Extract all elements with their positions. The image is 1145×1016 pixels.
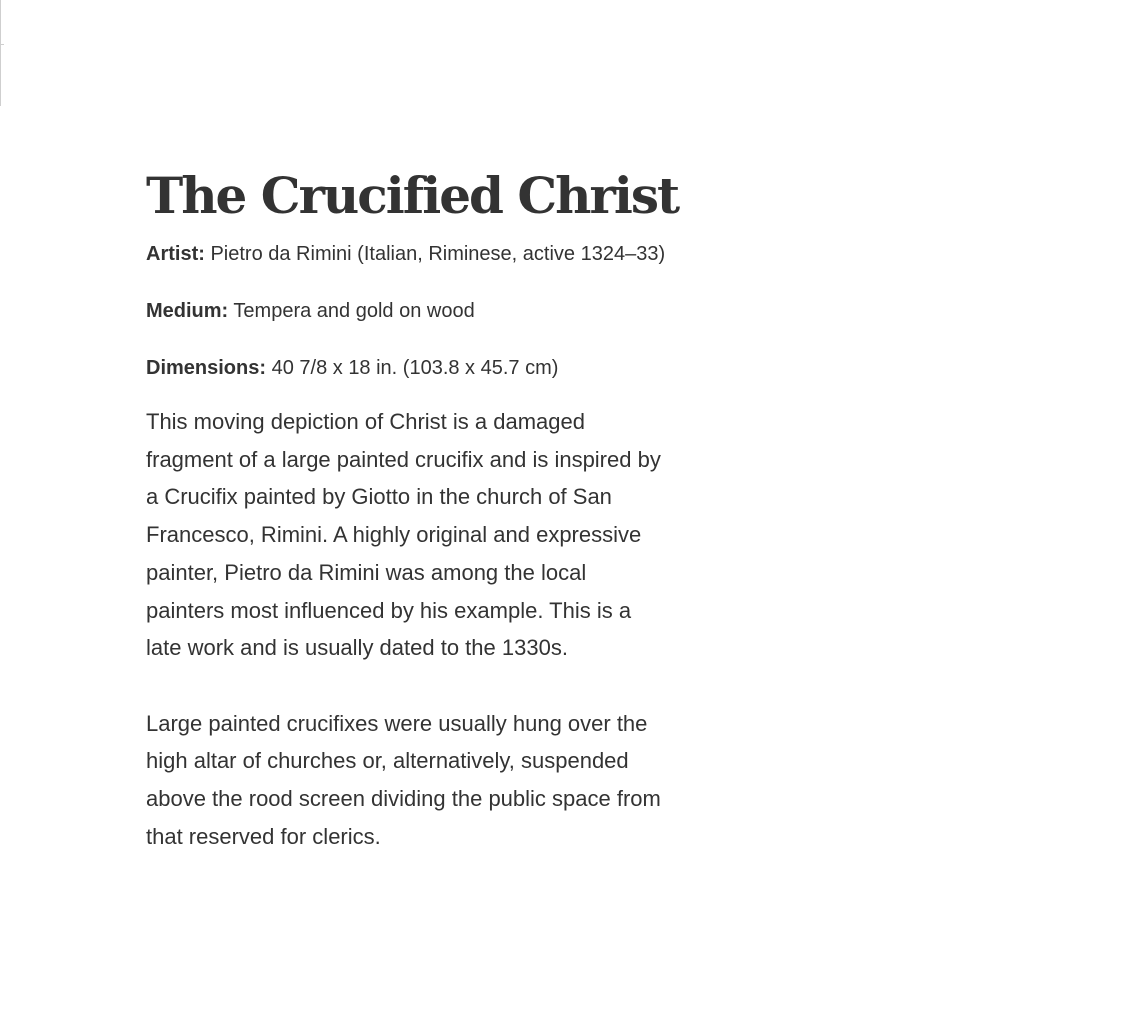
dimensions-label: Dimensions: <box>146 357 267 379</box>
dimensions-value: 40 7/8 x 18 in. (103.8 x 45.7 cm) <box>271 357 559 379</box>
artist-label: Artist: <box>146 243 205 265</box>
object-description <box>146 403 661 855</box>
artist-value: Pietro da Rimini (Italian, Riminese, active 1324–33) <box>210 243 666 265</box>
object-title: The Crucified Christ <box>146 166 679 225</box>
dimensions-row <box>146 354 766 382</box>
artist-row <box>146 240 766 268</box>
left-edge-divider <box>0 0 1 106</box>
description-paragraph: Large painted crucifixes were usually hung over the high altar of churches or, alternatively, suspended above the rood screen dividing the public space from that reserved for clerics. <box>146 710 661 849</box>
medium-row <box>146 297 766 325</box>
medium-value: Tempera and gold on wood <box>233 300 475 322</box>
medium-label: Medium: <box>146 300 229 322</box>
description-paragraph: This moving depiction of Christ is a damaged fragment of a large painted crucifix and is inspired by a Crucifix painted by Giotto in the church of San Francesco, Rimini. A highly original and expressive painter, Pietro da Rimini was among the local painters most influenced by his example. This is a late work and is usually dated to the 1330s. <box>146 409 661 661</box>
object-details <box>146 163 766 855</box>
